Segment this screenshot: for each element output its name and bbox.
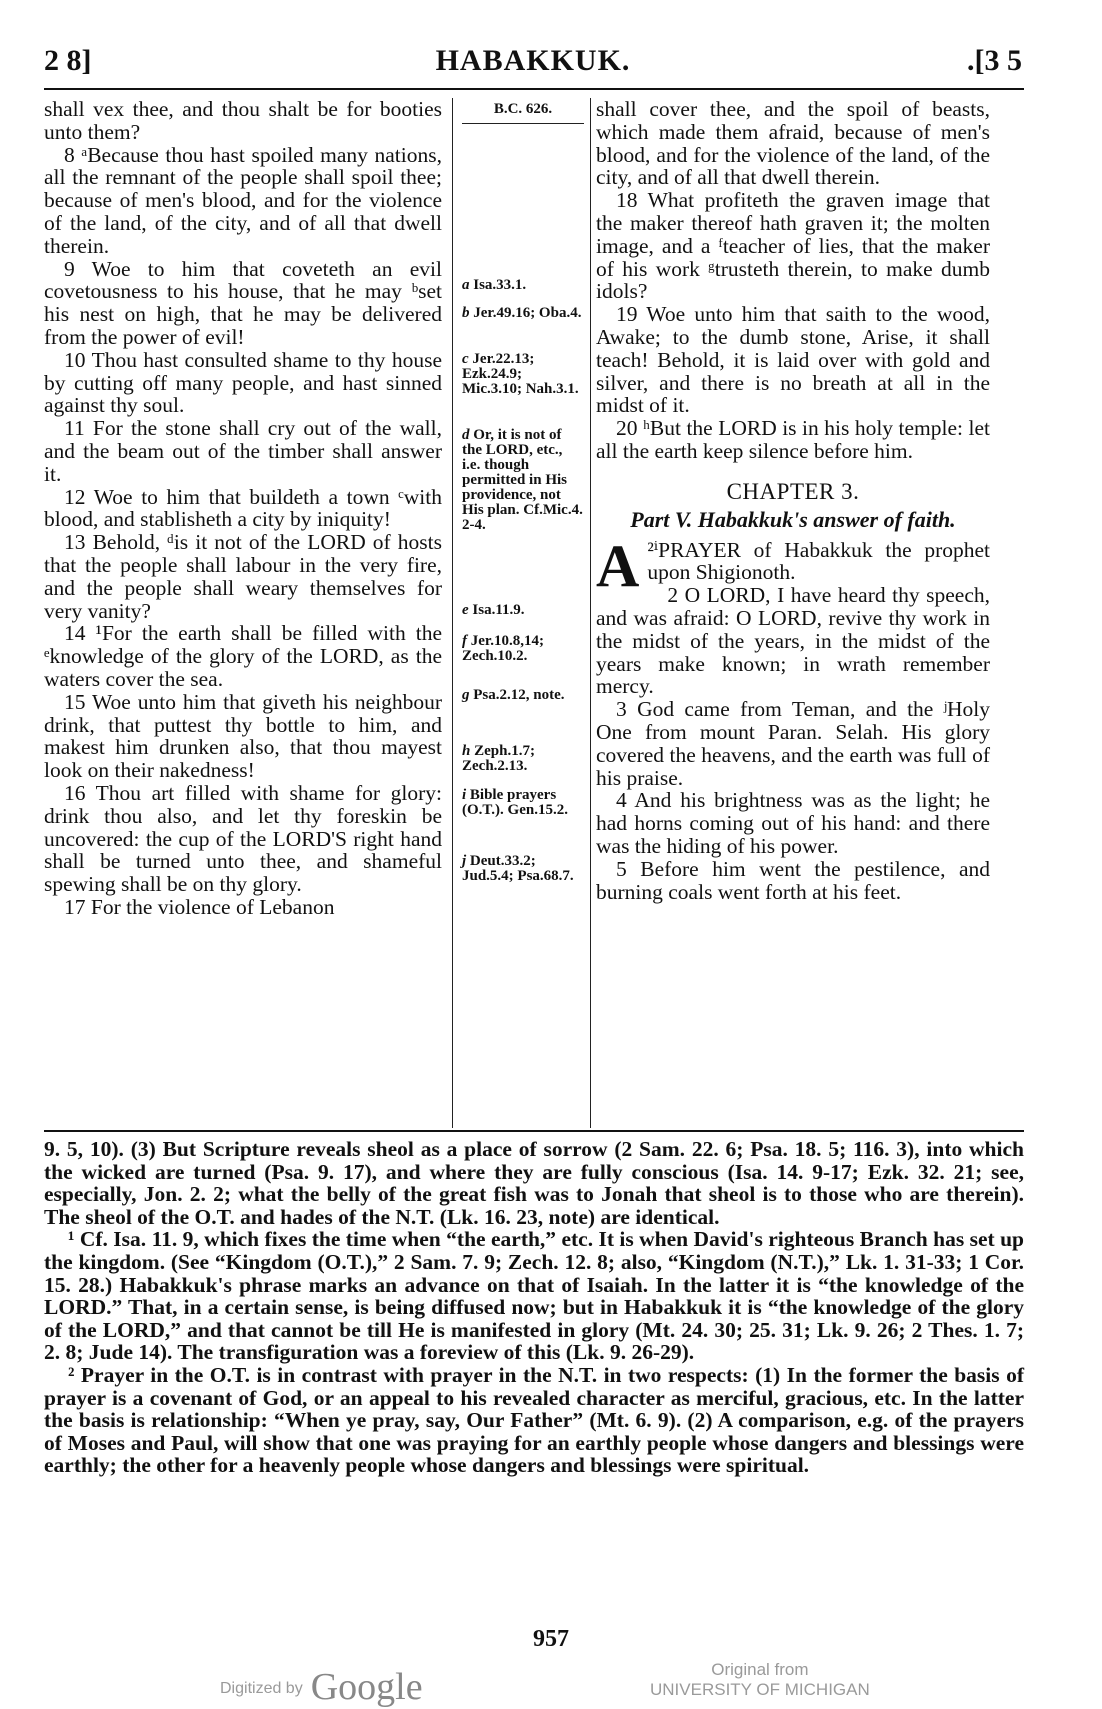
column-divider-left bbox=[452, 98, 453, 1128]
verse-text: 19 Woe unto him that saith to the wood, Awake; to the dumb stone, Arise, it shall teach! Behold, it is laid over with gold and silver, and there is no breath at all in the midst of it. bbox=[596, 302, 990, 418]
margin-date: B.C. 626. bbox=[462, 102, 584, 124]
header-rule bbox=[44, 88, 1024, 90]
margin-ref: e Isa.11.9. bbox=[462, 602, 525, 618]
footnote: ² Prayer in the O.T. is in contrast with prayer in the N.T. in two respects: (1) In the former the basis of prayer is a covenant of God, or an appeal to his revealed character as merciful, gracious, etc. In the latter the basis is relationship: “When ye pray, say, Our Father” (Mt. 6. 9). (2) A comparison, e.g. of the prayers of Moses and Paul, will show that one was praying for an earthly people whose dangers and blessings were earthly; the other for a heavenly people whose dangers and blessings were spiritual. bbox=[44, 1362, 1024, 1478]
margin-ref: a Isa.33.1. bbox=[462, 277, 527, 293]
drop-cap: A bbox=[596, 532, 640, 599]
chapter-heading: CHAPTER 3. bbox=[726, 478, 860, 504]
verse-text: 8 ᵃBecause thou hast spoiled many nations, all the remnant of the people shall spoil thee; because of men's blood, and for the violence of the land, of the city, and of all that dwell therein. bbox=[44, 142, 442, 258]
source-watermark bbox=[650, 1660, 870, 1700]
digitized-by-text: Digitized by bbox=[220, 1680, 303, 1697]
margin-ref: i Bible prayers (O.T.). Gen.15.2. bbox=[462, 787, 568, 818]
verse-text: 11 For the stone shall cry out of the wall, and the beam out of the timber shall answer it. bbox=[44, 416, 442, 486]
verse-text: shall cover thee, and the spoil of beasts, which made them afraid, because of men's blood, and for the violence of the land, of the city, and of all that dwell therein. bbox=[596, 97, 990, 190]
original-from-text: Original from bbox=[711, 1660, 809, 1679]
footnote: ¹ Cf. Isa. 11. 9, which fixes the time when “the earth,” etc. It is when David's righteous Branch has set up the kingdom. (See “Kingdom (O.T.),” 2 Sam. 7. 9; Zech. 12. 8; also, “Kingdom (N.T.),” Lk. 1. 31-33; 1 Cor. 15. 28.) Habakkuk's phrase marks an advance on that of Isaiah. In the latter it is “the knowledge of the LORD.” That, in a certain sense, is being diffused now; but in Habakkuk it is “the knowledge of the glory of the LORD,” and that cannot be till He is manifested in glory (Mt. 24. 30; 25. 31; Lk. 9. 26; 2 Thes. 1. 7; 2. 8; Jude 14). The transfiguration was a foreview of this (Lk. 9. 26-29). bbox=[44, 1227, 1024, 1365]
university-text: UNIVERSITY OF MICHIGAN bbox=[650, 1680, 870, 1699]
google-logo-text: Google bbox=[310, 1666, 423, 1708]
margin-ref: d Or, it is not of the LORD, etc., i.e. though permitted in His providence, not His plan. Cf.Mic.4. 2-4. bbox=[462, 427, 583, 533]
footnote: 9. 5, 10). (3) But Scripture reveals sheol as a place of sorrow (2 Sam. 22. 6; Psa. 18. 5; 116. 3), into which the wicked are turned (Psa. 9. 17), and where they are fully conscious (Isa. 14. 9-17; Ezk. 32. 21; see, especially, Jon. 2. 2; what the belly of the great fish was to Jonah that sheol is to those who are therein). The sheol of the O.T. and hades of the N.T. (Lk. 16. 23, note) are identical. bbox=[44, 1137, 1024, 1229]
column-divider-right bbox=[590, 98, 591, 1128]
margin-ref: c Jer.22.13; Ezk.24.9; Mic.3.10; Nah.3.1. bbox=[462, 351, 579, 397]
footnote-rule bbox=[44, 1130, 1024, 1132]
verse-text: 17 For the violence of Lebanon bbox=[64, 894, 335, 919]
margin-ref: g Psa.2.12, note. bbox=[462, 687, 565, 703]
part-heading: Part V. Habakkuk's answer of faith. bbox=[630, 506, 956, 532]
verse-text: shall vex thee, and thou shalt be for booties unto them? bbox=[44, 97, 442, 144]
margin-ref: h Zeph.1.7; Zech.2.13. bbox=[462, 743, 535, 774]
verse-text: 14 ¹For the earth shall be filled with the ᵉknowledge of the glory of the LORD, as the waters cover the sea. bbox=[44, 621, 442, 691]
verse-text bbox=[596, 532, 990, 599]
margin-ref: b Jer.49.16; Oba.4. bbox=[462, 305, 582, 321]
verse-text: 15 Woe unto him that giveth his neighbour drink, that puttest thy bottle to him, and makest him drunken also, that thou mayest look on their nakedness! bbox=[44, 689, 442, 783]
running-header bbox=[44, 44, 1022, 84]
verse-text: 10 Thou hast consulted shame to thy house by cutting off many people, and hast sinned against thy soul. bbox=[44, 347, 442, 418]
verse-text: 20 ʰBut the LORD is in his holy temple: let all the earth keep silence before him. bbox=[596, 416, 990, 463]
verse-text: 18 What profiteth the graven image that the maker thereof hath graven it; the molten image, and a ᶠteacher of lies, that the maker of his work ᵍtrusteth therein, to make dumb idols? bbox=[596, 188, 990, 304]
verse-text: 9 Woe to him that coveteth an evil covetousness to his house, that he may ᵇset his nest on high, that he may be delivered from the power of evil! bbox=[44, 256, 442, 349]
verse-text: 4 And his brightness was as the light; he had horns coming out of his hand: and there was the hiding of his power. bbox=[596, 788, 990, 858]
digitized-watermark bbox=[220, 1665, 423, 1709]
left-column bbox=[44, 98, 442, 919]
verse-text: 13 Behold, ᵈis it not of the LORD of hosts that the people shall labour in the very fire, and the people shall weary themselves for very vanity? bbox=[44, 530, 442, 623]
verse-text: 5 Before him went the pestilence, and burning coals went forth at his feet. bbox=[596, 856, 990, 904]
header-left: 2 8] bbox=[44, 44, 92, 77]
page-number: 957 bbox=[533, 1626, 569, 1652]
margin-ref: j Deut.33.2; Jud.5.4; Psa.68.7. bbox=[462, 853, 574, 884]
footnotes bbox=[44, 1138, 1024, 1477]
header-title: HABAKKUK. bbox=[435, 44, 631, 77]
right-column bbox=[596, 98, 990, 903]
verse-text: 3 God came from Teman, and the ʲHoly One from mount Paran. Selah. His glory covered the heavens, and the earth was full of his praise. bbox=[596, 697, 990, 790]
verse-text: 2 O LORD, I have heard thy speech, and was afraid: O LORD, revive thy work in the midst of the years, in the midst of the years make known; in wrath remember mercy. bbox=[596, 583, 990, 699]
header-right: .[3 5 bbox=[967, 44, 1022, 77]
margin-ref: f Jer.10.8,14; Zech.10.2. bbox=[462, 633, 544, 664]
verse-text: 16 Thou art filled with shame for glory: drink thou also, and let thy foreskin be uncovered: the cup of the LORD'S right hand shall be turned unto thee, and shameful spewing shall be on thy glory. bbox=[44, 780, 442, 897]
verse-one: ²ⁱPRAYER of Habakkuk the prophet upon Shigionoth. bbox=[647, 537, 990, 585]
verse-text: 12 Woe to him that buildeth a town ᶜwith blood, and stablisheth a city by iniquity! bbox=[44, 484, 442, 532]
